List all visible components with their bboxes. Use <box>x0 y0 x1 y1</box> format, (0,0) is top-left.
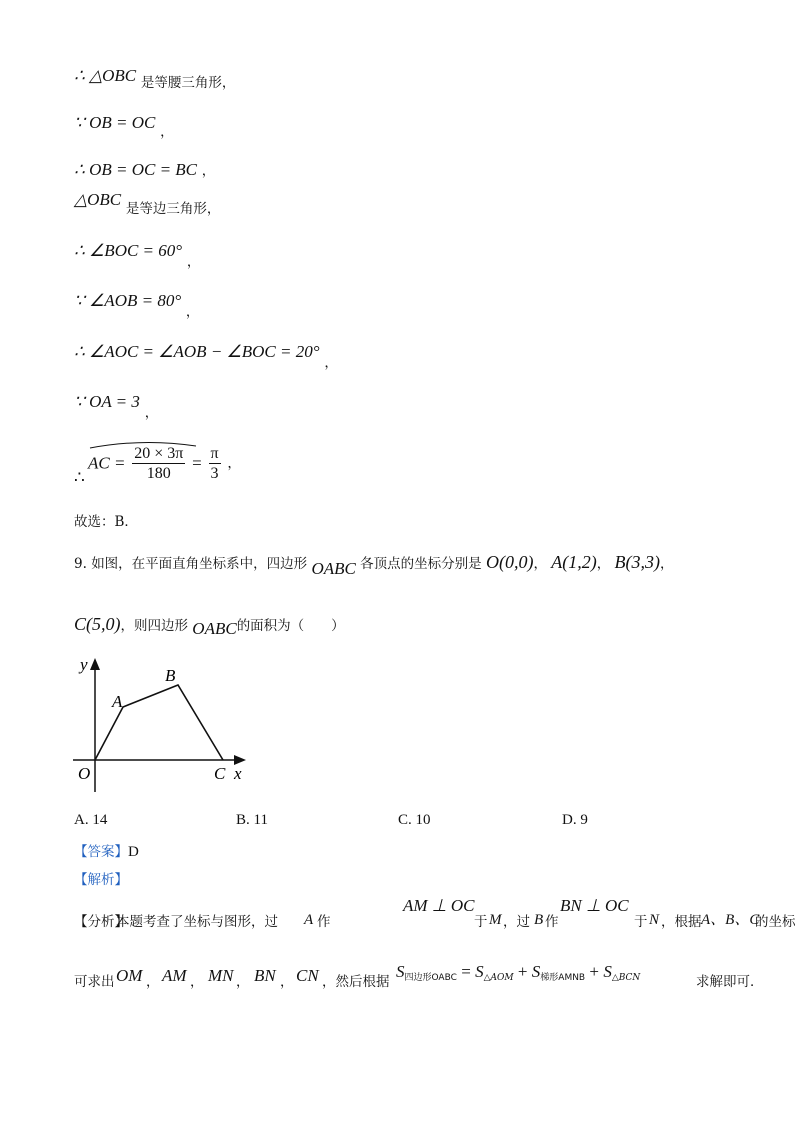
separator: ， <box>596 556 611 572</box>
y-axis-arrow <box>90 658 100 670</box>
area-formula <box>396 962 640 988</box>
point-m-ref: M <box>489 912 502 928</box>
s-trap-sub: 梯形AMNB <box>540 973 586 983</box>
question-9-line-2 <box>74 614 345 639</box>
answer-line <box>74 842 139 862</box>
label-a: A <box>112 692 123 711</box>
solution-line-1 <box>74 66 235 93</box>
answer-value: D <box>128 844 139 860</box>
punct: ， <box>186 254 201 270</box>
analysis-text: 作 <box>545 914 559 930</box>
comma: ， <box>190 974 204 990</box>
quad-name: OABC <box>192 619 237 638</box>
label-b: B <box>165 666 176 685</box>
label-o: O <box>78 764 91 783</box>
punct: ， <box>144 405 159 421</box>
text: 是等腰三角形， <box>140 75 236 91</box>
seg-cn: CN <box>296 966 319 985</box>
s-bcn-sub: △BCN <box>611 973 641 983</box>
analysis-text: 作 <box>317 914 331 930</box>
punct: ， <box>185 304 200 320</box>
question-text: 如图，在平面直角坐标系中，四边形 <box>91 556 308 572</box>
s-aom: S <box>475 962 484 981</box>
analysis-text: 于 <box>474 914 488 930</box>
analysis-text: ，根据 <box>661 914 702 930</box>
s-total: S <box>396 962 405 981</box>
fraction-2-numerator: π <box>210 445 219 462</box>
fraction-2-denominator: 3 <box>210 465 219 482</box>
option-a: A. 14 <box>74 812 108 828</box>
seg-am: AM <box>162 966 187 985</box>
point-b: B(3,3) <box>614 552 661 572</box>
am-perp-oc: AM ⊥ OC <box>403 896 475 915</box>
point-b-ref: B <box>534 912 544 928</box>
math-expr: ∵ OB = OC <box>74 113 156 132</box>
punct: ， <box>227 455 241 472</box>
solution-line-6 <box>74 291 199 322</box>
analysis-text: 可求出 <box>74 974 115 990</box>
fenxi-tag: 【分析】 <box>74 914 128 930</box>
punct: ， <box>160 124 174 140</box>
label-x: x <box>234 764 242 783</box>
analysis-text: ，过 <box>503 914 530 930</box>
analysis-text: 于 <box>634 914 648 930</box>
arc-ac: AC = <box>88 453 126 473</box>
analysis-tag: 【解析】 <box>74 872 128 888</box>
s-aom-sub: △AOM <box>483 973 514 983</box>
seg-mn: MN <box>208 966 234 985</box>
analysis-text: 的坐标 <box>755 914 796 930</box>
solution-line-3 <box>74 160 215 181</box>
label-c: C <box>214 764 226 783</box>
seg-om: OM <box>116 966 143 985</box>
math-expr: ∴ ∠BOC = 60° <box>74 241 183 260</box>
math-expr: △OBC <box>74 190 122 209</box>
question-9-line-1 <box>74 552 674 579</box>
arc-mark <box>88 440 198 450</box>
fraction-1-denominator: 180 <box>146 465 171 482</box>
bn-perp-oc: BN ⊥ OC <box>560 896 629 915</box>
question-text: ，则四边形 <box>120 618 188 634</box>
point-a-ref: A <box>304 912 314 928</box>
option-d: D. 9 <box>562 812 588 828</box>
fraction-1-numerator: 20 × 3π <box>134 445 184 462</box>
comma: ， <box>146 974 160 990</box>
choice-line: 故选：B． <box>74 514 138 530</box>
s-bcn: S <box>603 962 612 981</box>
separator: ， <box>533 556 547 572</box>
math-expr: ∵ OA = 3 <box>74 392 140 411</box>
math-expr: ∵ ∠AOB = 80° <box>74 291 182 310</box>
s-trap: S <box>531 962 541 981</box>
answer-tag: 【答案】 <box>74 844 128 860</box>
question-text: 各顶点的坐标分别是 <box>360 556 482 572</box>
s-total-sub: 四边形OABC <box>404 973 457 983</box>
point-n-ref: N <box>649 912 660 928</box>
analysis-text: 求解即可． <box>696 974 764 990</box>
solution-line-2 <box>74 113 174 142</box>
therefore-sign: ∴ <box>74 468 85 487</box>
fraction-2 <box>209 444 221 483</box>
comma: ， <box>280 974 294 990</box>
option-c: C. 10 <box>398 812 431 828</box>
solution-line-7 <box>74 342 338 373</box>
arc-formula <box>88 444 241 483</box>
separator: ， <box>660 556 674 572</box>
quad-name: OABC <box>311 559 356 578</box>
math-expr: ∴ △OBC <box>74 66 137 85</box>
solution-line-8 <box>74 392 158 423</box>
point-a: A(1,2) <box>551 552 597 572</box>
coordinate-figure <box>68 654 268 794</box>
solution-line-4 <box>74 190 220 219</box>
plus-sign: + <box>517 962 528 981</box>
text: 是等边三角形， <box>125 201 221 217</box>
math-expr: ∴ OB = OC = BC <box>74 160 198 179</box>
equals-sign: = <box>192 453 202 473</box>
equals-sign: = <box>461 962 471 981</box>
point-o: O(0,0) <box>485 552 534 572</box>
plus-sign: + <box>589 962 600 981</box>
solution-line-5 <box>74 241 200 272</box>
analysis-text: 本题考查了坐标与图形，过 <box>116 914 278 930</box>
comma: ， <box>236 974 250 990</box>
question-number: 9. <box>74 556 87 572</box>
punct: ， <box>324 355 338 371</box>
seg-bn: BN <box>254 966 276 985</box>
label-y: y <box>80 655 88 674</box>
point-c: C(5,0) <box>74 614 121 634</box>
points-abc-ref: A、B、C <box>701 912 760 928</box>
question-text: 的面积为（ ） <box>236 618 345 634</box>
option-b: B. 11 <box>236 812 268 828</box>
analysis-text: ，然后根据 <box>322 974 390 990</box>
punct: ， <box>201 163 216 179</box>
math-expr: ∴ ∠AOC = ∠AOB − ∠BOC = 20° <box>74 342 320 361</box>
